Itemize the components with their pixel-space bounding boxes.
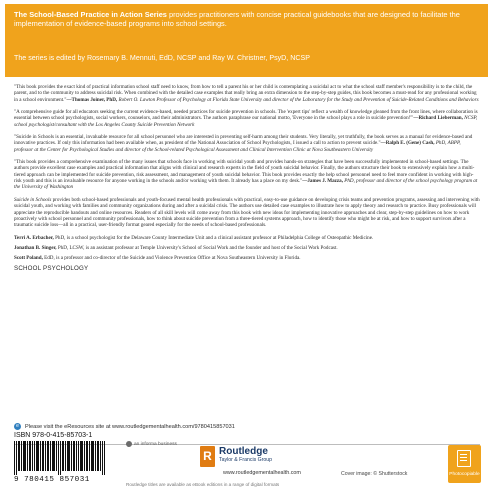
book-description <box>14 197 480 229</box>
author-bio <box>14 235 480 241</box>
eresources-icon: e <box>14 423 21 430</box>
series-intro-text: provides practitioners with concise practical guidebooks that are designed to facilitate the implementation of evidence-based programs into school settings. <box>14 10 460 29</box>
informa-mark <box>126 441 177 447</box>
eresources-text[interactable]: Please visit the eResources site at www.routledgementalhealth.com/9780415857031 <box>25 423 235 430</box>
author-bio-text: EdD, is a professor and co-director of the Suicide and Violence Prevention Office at Nova Southeastern University in Florida. <box>42 255 301 262</box>
series-editors: The series is edited by Rosemary B. Mennuti, EdD, NCSP and Ray W. Christner, PsyD, NCSP <box>14 54 310 62</box>
author-name: Scott Poland, <box>14 255 43 262</box>
eresources-notice <box>14 423 364 430</box>
author-bio <box>14 255 480 261</box>
series-header-band <box>5 4 488 77</box>
quote-attribution: —Richard Lieberman, <box>413 115 463 122</box>
author-name: Terri A. Erbacher, <box>14 234 54 241</box>
endorsement-quote <box>14 134 480 153</box>
author-bio-text: PhD, LCSW, is an assistant professor at Temple University's School of Social Work and the founder and host of the Social Work Podcast. <box>56 244 338 251</box>
quote-attribution: —James J. Mazza, <box>302 178 343 185</box>
quote-attribution-detail: PhD, ABPP, professor at the Center for Psychological Studies and director of the School-related Psychological Assessment and Clinical Intervention Clinic at Nova Southeastern University <box>14 140 461 153</box>
publisher-tagline: Taylor & Francis Group <box>219 457 273 463</box>
description-text: provides both school-based professionals and youth-focused mental health professionals with practical, easy-to-use guidance on developing crisis teams and prevention programs, assessing and intervening with suicidal youth, and working with families and community organizations during and after a suicidal crisis. The authors use detailed case examples to illustrate how to apply theory and research to practice. Busy professionals will appreciate the reproducible handouts and online resources. Readers of all skill levels will come away from this book with new ideas for implementing innovative approaches and clear, step-by-step guidelines on how to work proactively with school personnel and community professionals, how to think about suicide prevention from a three-tiered systems approach, how to identify those who might be at risk, and how to support survivors after a traumatic suicide loss—all in a practical, user-friendly format geared especially for the needs of school-based professionals. <box>14 196 480 229</box>
endorsement-quote <box>14 159 480 191</box>
subject-category: SCHOOL PSYCHOLOGY <box>14 264 89 272</box>
series-name: The School-Based Practice in Action Series <box>14 10 167 19</box>
quote-text: "Suicide in Schools is an essential, invaluable resource for all school personnel who are interested in preventing self-harm among their students. Very literally, yet truthfully, the book serves as a manual for evidence-based and innovative practices. If only this information had been available when, as president of the National Association of School Psychologists, I issued a call to action to prevent suicide." <box>14 134 473 147</box>
author-name: Jonathan B. Singer, <box>14 244 57 251</box>
cover-body <box>14 84 480 275</box>
routledge-logo-icon: R <box>200 446 215 467</box>
quote-attribution: —Ralph E. (Gene) Cash, <box>380 140 435 147</box>
book-back-cover <box>5 4 488 492</box>
author-bio-text: PhD, is a school psychologist for the Delaware County Intermediate Unit and a clinical assistant professor at Philadelphia College of Osteopathic Medicine. <box>53 234 374 241</box>
barcode-number: 9 780415 857031 <box>14 476 90 484</box>
informa-text: an informa business <box>134 441 177 447</box>
badge-label: Photocopiable <box>449 472 480 477</box>
endorsement-quote <box>14 84 480 103</box>
series-intro <box>14 10 474 28</box>
quote-attribution-detail: Robert O. Lawton Professor of Psychology at Florida State University and director of the Laboratory for the Study and Prevention of Suicide-Related Conditions and Behaviors <box>117 96 479 103</box>
photocopiable-badge <box>448 445 481 483</box>
book-title-lead: Suicide in Schools <box>14 196 52 203</box>
barcode <box>14 441 106 475</box>
publisher-logo <box>200 446 272 467</box>
quote-attribution-detail: PhD, professor and director of the school psychology program at the University of Washington <box>14 178 478 191</box>
publisher-url[interactable]: www.routledgementalhealth.com <box>223 470 301 476</box>
photocopy-icon <box>457 450 471 467</box>
quote-attribution-detail: NCSP, school psychologist/consultant with the Los Angeles County Suicide Prevention Network <box>14 115 478 128</box>
quote-text: "This book provides a comprehensive examination of the many issues that schools face in working with suicidal youth and provides hands-on strategies that have been successfully implemented in school-based settings. The authors provide excellent case examples and practical information that aligns with clinical and research experts in the field of youth suicidal behavior. Finally, the authors structure their book to extensively explain how a multi-tiered approach can be implemented for suicide prevention, risk assessment, and management of youth suicidal behavior. This book provides exactly the help school personnel need to feel more confident in working with high-risk youth and this is an invaluable resource for anyone working in the schools and/or working with them. It already has a place on my desk." <box>14 159 475 185</box>
ebook-footnote: Routledge titles are available as eBook editions in a range of digital formats <box>126 482 280 487</box>
quote-text: "A comprehensive guide for all educators seeking the current evidence-based, needed practices for suicide prevention in schools. The 'expert tips' reflect a wealth of knowledge gleaned from the front lines, where collaboration is essential between school psychologists, social workers, counselors, and their administrators. The authors paraphrase our national motto, 'Everyone in the school plays a role in suicide prevention!'" <box>14 109 478 122</box>
publisher-name: Routledge <box>219 446 268 457</box>
isbn: ISBN 978-0-415-85703-1 <box>14 432 93 439</box>
endorsement-quote <box>14 109 480 128</box>
quote-attribution: —Thomas Joiner, PhD, <box>66 96 118 103</box>
cover-image-credit: Cover image: © Shutterstock <box>341 471 408 477</box>
author-bio <box>14 245 480 251</box>
informa-icon <box>126 441 132 447</box>
quote-text: "This book provides the exact kind of practical information school staff need to know, from how to tell a parent his or her child is contemplating a suicidal act to what the school staff member's responsibility is to the child, the parent, and to the community to address suicidal risk. When combined with the detailed case examples that really bring an extra dimension to the step-by-step guides, this book becomes a must-read for any professional working in a school environment." <box>14 84 477 103</box>
